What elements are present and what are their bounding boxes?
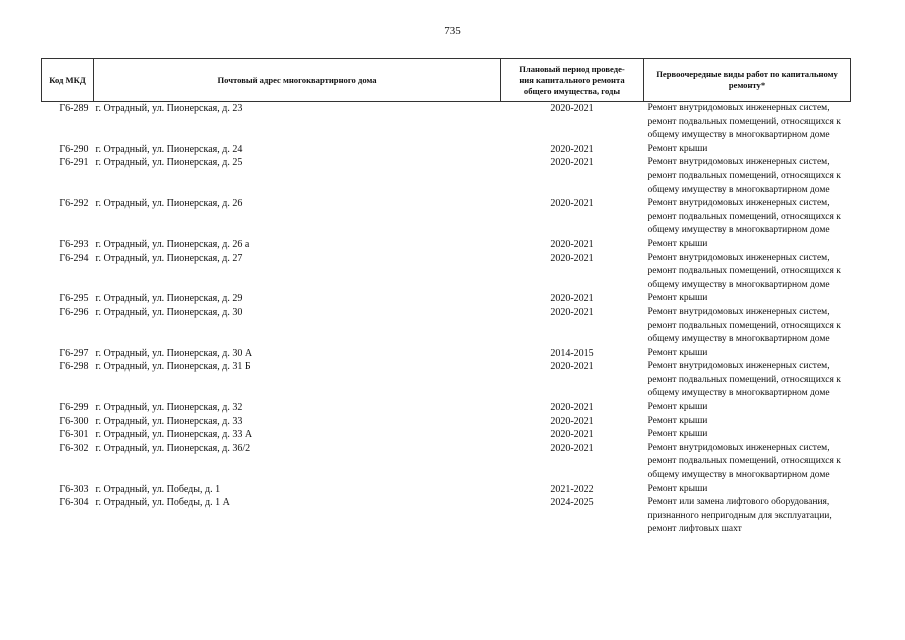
table-row <box>42 306 851 347</box>
work-types-cell <box>644 306 851 347</box>
mkd-code-cell: Г6-298 <box>59 361 89 373</box>
address-cell: г. Отрадный, ул. Пионерская, д. 33 <box>95 415 243 427</box>
header-work-line: Первоочередные виды работ по капитальному <box>656 69 838 79</box>
address-cell: г. Отрадный, ул. Пионерская, д. 32 <box>95 402 243 414</box>
work-type-line: общему имуществу в многоквартирном доме <box>647 388 830 399</box>
period-cell: 2020-2021 <box>550 429 594 441</box>
table-row <box>42 401 851 415</box>
table-row <box>42 496 851 537</box>
mkd-code-cell: Г6-289 <box>59 103 89 114</box>
mkd-code-cell: Г6-291 <box>59 157 89 169</box>
work-type-line: Ремонт внутридомовых инженерных систем, <box>647 306 830 317</box>
work-type-line: Ремонт крыши <box>647 415 708 426</box>
work-types-cell <box>644 347 851 361</box>
capital-repair-table <box>41 58 851 537</box>
mkd-code-cell: Г6-295 <box>59 293 89 305</box>
header-work <box>644 59 851 102</box>
work-type-line: Ремонт крыши <box>647 293 708 304</box>
mkd-code-cell: Г6-290 <box>59 143 89 155</box>
work-type-line: Ремонт крыши <box>647 429 708 440</box>
address-cell: г. Отрадный, ул. Пионерская, д. 36/2 <box>95 442 251 454</box>
table-row <box>42 360 851 401</box>
mkd-code-cell: Г6-292 <box>59 198 89 210</box>
address-cell: г. Отрадный, ул. Пионерская, д. 33 А <box>95 429 253 441</box>
table-row <box>42 143 851 157</box>
table-row <box>42 428 851 442</box>
header-period-line: общего имущества, годы <box>523 85 621 96</box>
period-cell: 2020-2021 <box>550 143 594 155</box>
work-types-cell <box>644 238 851 252</box>
work-types-cell <box>644 292 851 306</box>
address-cell: г. Отрадный, ул. Пионерская, д. 31 Б <box>95 361 251 373</box>
mkd-code-cell: Г6-299 <box>59 402 89 414</box>
address-cell: г. Отрадный, ул. Пионерская, д. 29 <box>95 293 243 305</box>
period-cell: 2014-2015 <box>550 347 594 359</box>
work-type-line: Ремонт крыши <box>647 483 708 494</box>
header-period-line: Плановый период проведе- <box>519 63 625 74</box>
address-cell: г. Отрадный, ул. Пионерская, д. 26 а <box>95 238 250 250</box>
work-types-cell <box>644 143 851 157</box>
work-types-cell <box>644 415 851 429</box>
work-type-line: Ремонт внутридомовых инженерных систем, <box>647 198 830 209</box>
mkd-code-cell: Г6-300 <box>59 415 89 427</box>
mkd-code-cell: Г6-301 <box>59 429 89 441</box>
work-type-line: ремонт подвальных помещений, относящихся к <box>647 456 841 467</box>
work-type-line: ремонт подвальных помещений, относящихся к <box>647 116 841 127</box>
work-type-line: Ремонт крыши <box>647 402 708 413</box>
work-type-line: общему имуществу в многоквартирном доме <box>647 279 830 290</box>
address-cell: г. Отрадный, ул. Пионерская, д. 24 <box>95 143 243 155</box>
header-row <box>42 59 851 102</box>
work-type-line: Ремонт внутридомовых инженерных систем, <box>647 157 830 168</box>
address-cell: г. Отрадный, ул. Победы, д. 1 <box>95 483 221 495</box>
address-cell: г. Отрадный, ул. Победы, д. 1 А <box>95 497 230 509</box>
period-cell: 2020-2021 <box>550 442 594 454</box>
period-cell: 2020-2021 <box>550 306 594 318</box>
table-row <box>42 156 851 197</box>
header-period-line: ния капитального ремонта <box>519 74 625 85</box>
table-row <box>42 197 851 238</box>
work-type-line: ремонт подвальных помещений, относящихся к <box>647 374 841 385</box>
table-row <box>42 252 851 293</box>
address-cell: г. Отрадный, ул. Пионерская, д. 25 <box>95 157 243 169</box>
period-cell: 2020-2021 <box>550 415 594 427</box>
header-period <box>501 59 644 102</box>
work-type-line: общему имуществу в многоквартирном доме <box>647 334 830 345</box>
period-cell: 2020-2021 <box>550 238 594 250</box>
mkd-code-cell: Г6-297 <box>59 347 89 359</box>
work-type-line: общему имуществу в многоквартирном доме <box>647 470 830 481</box>
table-row <box>42 238 851 252</box>
table-row <box>42 442 851 483</box>
work-type-line: ремонт лифтовых шахт <box>647 524 742 535</box>
work-type-line: Ремонт или замена лифтового оборудования, <box>647 497 830 508</box>
period-cell: 2021-2022 <box>550 483 594 495</box>
work-types-cell <box>644 496 851 537</box>
work-type-line: Ремонт внутридомовых инженерных систем, <box>647 103 830 113</box>
work-types-cell <box>644 442 851 483</box>
page-number: 735 <box>444 25 461 37</box>
address-cell: г. Отрадный, ул. Пионерская, д. 23 <box>95 103 243 114</box>
work-type-line: Ремонт внутридомовых инженерных систем, <box>647 442 830 453</box>
work-types-cell <box>644 252 851 293</box>
work-type-line: ремонт подвальных помещений, относящихся к <box>647 320 841 331</box>
mkd-code-cell: Г6-304 <box>59 497 89 509</box>
work-types-cell <box>644 401 851 415</box>
period-cell: 2020-2021 <box>550 103 594 114</box>
period-cell: 2020-2021 <box>550 293 594 305</box>
table-body <box>42 102 851 538</box>
period-cell: 2020-2021 <box>550 157 594 169</box>
period-cell: 2020-2021 <box>550 252 594 264</box>
header-address: Почтовый адрес многоквартирного дома <box>94 59 501 102</box>
table-row <box>42 102 851 143</box>
work-type-line: Ремонт крыши <box>647 347 708 358</box>
work-type-line: Ремонт крыши <box>647 143 708 154</box>
work-types-cell <box>644 483 851 497</box>
period-cell: 2020-2021 <box>550 198 594 210</box>
work-types-cell <box>644 102 851 143</box>
work-type-line: ремонт подвальных помещений, относящихся к <box>647 266 841 277</box>
work-type-line: ремонт подвальных помещений, относящихся к <box>647 211 841 222</box>
table-row <box>42 415 851 429</box>
header-work-line: ремонту* <box>728 80 766 90</box>
work-types-cell <box>644 156 851 197</box>
mkd-code-cell: Г6-296 <box>59 306 89 318</box>
work-type-line: признанного непригодным для эксплуатации, <box>647 510 832 521</box>
address-cell: г. Отрадный, ул. Пионерская, д. 26 <box>95 198 243 210</box>
address-cell: г. Отрадный, ул. Пионерская, д. 30 <box>95 306 243 318</box>
work-type-line: Ремонт внутридомовых инженерных систем, <box>647 252 830 263</box>
header-code: Код МКД <box>42 59 94 102</box>
period-cell: 2020-2021 <box>550 402 594 414</box>
mkd-code-cell: Г6-303 <box>59 483 89 495</box>
work-type-line: Ремонт внутридомовых инженерных систем, <box>647 361 830 372</box>
work-type-line: общему имуществу в многоквартирном доме <box>647 130 830 141</box>
work-types-cell <box>644 428 851 442</box>
mkd-code-cell: Г6-302 <box>59 442 89 454</box>
table-header <box>42 59 851 102</box>
work-type-line: ремонт подвальных помещений, относящихся к <box>647 170 841 181</box>
table-row <box>42 347 851 361</box>
period-cell: 2020-2021 <box>550 361 594 373</box>
address-cell: г. Отрадный, ул. Пионерская, д. 30 А <box>95 347 253 359</box>
work-type-line: общему имуществу в многоквартирном доме <box>647 225 830 236</box>
work-type-line: Ремонт крыши <box>647 238 708 249</box>
table-row <box>42 483 851 497</box>
mkd-code-cell: Г6-293 <box>59 238 89 250</box>
work-types-cell <box>644 360 851 401</box>
work-types-cell <box>644 197 851 238</box>
work-type-line: общему имуществу в многоквартирном доме <box>647 184 830 195</box>
mkd-code-cell: Г6-294 <box>59 252 89 264</box>
table-row <box>42 292 851 306</box>
address-cell: г. Отрадный, ул. Пионерская, д. 27 <box>95 252 243 264</box>
period-cell: 2024-2025 <box>550 497 594 509</box>
